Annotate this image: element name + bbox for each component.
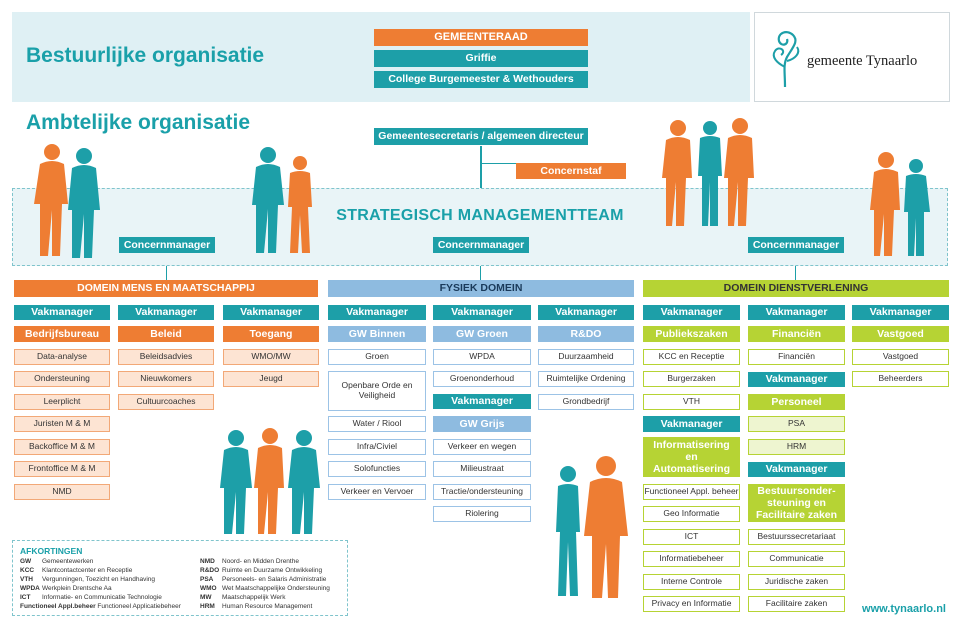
vakmanager-box: Vakmanager [328,305,426,320]
abbreviation-row: ICT Informatie- en Communicatie Technologie [20,594,162,601]
item-box: Leerplicht [14,394,110,410]
logo-box [754,12,950,102]
unit-informatisering: Informatisering en Automatisering [643,437,740,477]
abbreviation-row: PSA Personeels- en Salaris Administratie [200,576,327,583]
smt-band [12,188,948,266]
item-box: Bestuurssecretariaat [748,529,845,545]
abbreviation-row: MW Maatschappelijk Werk [200,594,286,601]
item-box: Burgerzaken [643,371,740,387]
smt-title: STRATEGISCH MANAGEMENTTEAM [336,207,624,224]
item-box: Beheerders [852,371,949,387]
item-box: Riolering [433,506,531,522]
item-box: Beleidsadvies [118,349,214,365]
item-box: Grondbedrijf [538,394,634,410]
item-box: Solofuncties [328,461,426,477]
item-box: Openbare Orde en Veiligheid [328,371,426,411]
abbreviations-title: AFKORTINGEN [20,546,83,556]
vakmanager-box: Vakmanager [643,416,740,432]
unit-gw-groen: GW Groen [433,326,531,342]
vakmanager-box: Vakmanager [643,305,740,320]
abbreviation-row: NMD Noord- en Midden Drenthe [200,558,299,565]
item-box: Verkeer en wegen [433,439,531,455]
vakmanager-box: Vakmanager [748,372,845,387]
item-box: Frontoffice M & M [14,461,110,477]
item-box: Juristen M & M [14,416,110,432]
item-box: Vastgoed [852,349,949,365]
item-box: VTH [643,394,740,410]
griffie-box: Griffie [374,50,588,67]
people-silhouette-icon [870,148,936,258]
people-silhouette-icon [220,426,324,536]
vakmanager-box: Vakmanager [14,305,110,320]
item-box: HRM [748,439,845,455]
domain-dienst-header: DOMEIN DIENSTVERLENING [643,280,949,297]
abbreviation-row: HRM Human Resource Management [200,603,313,610]
item-box: Verkeer en Vervoer [328,484,426,500]
item-box: Milieustraat [433,461,531,477]
item-box: Communicatie [748,551,845,567]
vakmanager-box: Vakmanager [118,305,214,320]
item-box: Duurzaamheid [538,349,634,365]
unit-bedrijfsbureau: Bedrijfsbureau [14,326,110,342]
abbreviation-row: WPDA Werkplein Drentsche Aa [20,585,112,592]
concernmanager-box: Concernmanager [433,237,529,253]
item-box: Functioneel Appl. beheer [643,484,740,500]
domain-fysiek-header: FYSIEK DOMEIN [328,280,634,297]
people-silhouette-icon [662,116,756,228]
item-box: Privacy en Informatie [643,596,740,612]
item-box: ICT [643,529,740,545]
item-box: Informatiebeheer [643,551,740,567]
item-box: Water / Riool [328,416,426,432]
item-box: Ondersteuning [14,371,110,387]
website-link[interactable]: www.tynaarlo.nl [862,603,946,615]
item-box: Ruimtelijke Ordening [538,371,634,387]
abbreviation-row: GW Gemeentewerken [20,558,94,565]
abbreviation-row: VTH Vergunningen, Toezicht en Handhaving [20,576,155,583]
unit-toegang: Toegang [223,326,319,342]
item-box: Jeugd [223,371,319,387]
vakmanager-box: Vakmanager [223,305,319,320]
unit-rdo: R&DO [538,326,634,342]
item-box: Groenonderhoud [433,371,531,387]
logo-text: gemeente Tynaarlo [807,53,918,69]
ambtelijk-title: Ambtelijke organisatie [26,111,251,134]
people-silhouette-icon [250,145,320,255]
unit-gw-binnen: GW Binnen [328,326,426,342]
gemeenteraad-box: GEMEENTERAAD [374,29,588,46]
people-silhouette-icon [30,140,110,260]
item-box: Nieuwkomers [118,371,214,387]
secretaris-box: Gemeentesecretaris / algemeen directeur [374,128,588,145]
people-silhouette-icon [550,452,634,600]
item-box: Geo Informatie [643,506,740,522]
concernmanager-box: Concernmanager [119,237,215,253]
item-box: Juridische zaken [748,574,845,590]
abbreviation-row: R&DO Ruimte en Duurzame Ontwikkeling [200,567,323,574]
item-box: Tractie/ondersteuning [433,484,531,500]
item-box: WPDA [433,349,531,365]
concernmanager-box: Concernmanager [748,237,844,253]
abbreviation-row: WMO Wet Maatschappelijke Ondersteuning [200,585,330,592]
unit-gw-grijs: GW Grijs [433,416,531,432]
item-box: KCC en Receptie [643,349,740,365]
item-box: WMO/MW [223,349,319,365]
bestuur-title: Bestuurlijke organisatie [26,44,265,67]
college-box: College Burgemeester & Wethouders [374,71,588,88]
item-box: PSA [748,416,845,432]
concernstaf-box: Concernstaf [516,163,626,179]
tree-logo-icon [765,27,805,89]
item-box: Interne Controle [643,574,740,590]
item-box: NMD [14,484,110,500]
vakmanager-box: Vakmanager [433,394,531,409]
abbreviation-row: Functioneel Appl.beheer Functioneel Applicatiebeheer [20,603,181,610]
abbreviation-row: KCC Klantcontactcenter en Receptie [20,567,133,574]
item-box: Cultuurcoaches [118,394,214,410]
vakmanager-box: Vakmanager [748,462,845,477]
item-box: Data-analyse [14,349,110,365]
unit-bestuursondersteuning: Bestuursonder-steuning en Facilitaire zaken [748,484,845,522]
unit-publiekszaken: Publiekszaken [643,326,740,342]
vakmanager-box: Vakmanager [538,305,634,320]
domain-mens-header: DOMEIN MENS EN MAATSCHAPPIJ [14,280,318,297]
vakmanager-box: Vakmanager [748,305,845,320]
vakmanager-box: Vakmanager [433,305,531,320]
item-box: Backoffice M & M [14,439,110,455]
unit-beleid: Beleid [118,326,214,342]
unit-personeel: Personeel [748,394,845,410]
unit-vastgoed: Vastgoed [852,326,949,342]
item-box: Infra/Civiel [328,439,426,455]
vakmanager-box: Vakmanager [852,305,949,320]
item-box: Facilitaire zaken [748,596,845,612]
unit-financien: Financiën [748,326,845,342]
item-box: Financiën [748,349,845,365]
item-box: Groen [328,349,426,365]
